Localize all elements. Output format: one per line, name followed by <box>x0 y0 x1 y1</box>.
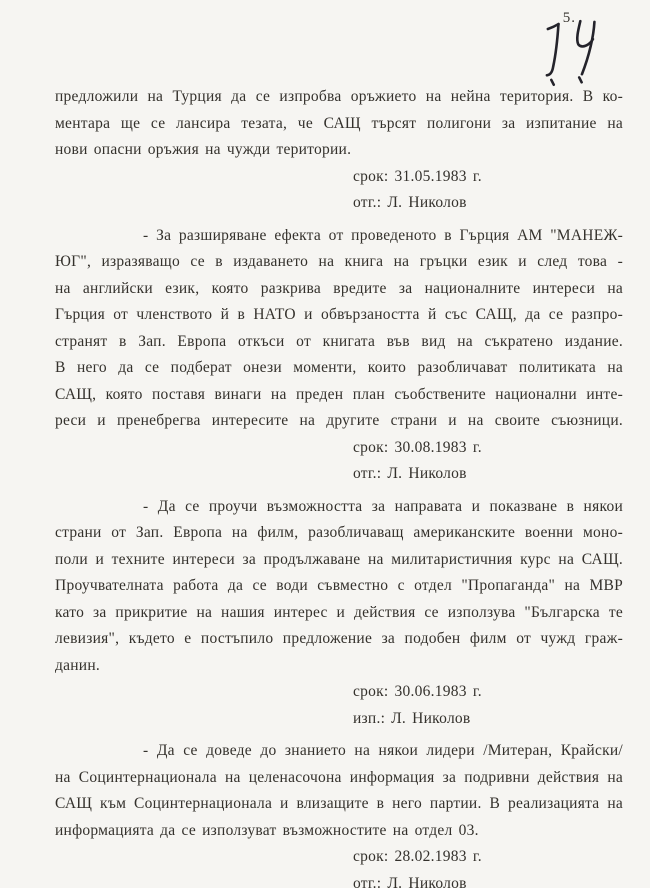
typed-page-number: 5. <box>562 10 576 26</box>
text-line: - Да се проучи възможността за направата и показване в някои <box>143 497 623 515</box>
responsible-value: Л. Николов <box>387 465 467 482</box>
handwritten-ink-strokes <box>531 11 613 89</box>
text-line: предложили на Турция да се изпробва оръжието на нейна територия. В ко- <box>55 88 623 105</box>
text-line: - За разширяване ефекта от проведеното в Гърция АМ "МАНЕЖ- <box>143 226 623 244</box>
text-line: ментара ще се лансира тезата, че САЩ търсят полигони за изпитание на <box>55 114 623 132</box>
text-line: - Да се доведе до знанието на някои лидери /Митеран, Крайски/ <box>143 742 623 759</box>
text-line: поли и техните интереси за продължаване на милитаристичния курс на САЩ. <box>55 550 623 568</box>
task-section <box>55 84 623 217</box>
deadline-label: срок: <box>353 167 389 185</box>
text-line: на Социнтернационала на целенасочона информация за подривни действия на <box>55 768 623 786</box>
paragraph <box>55 84 623 164</box>
text-line: В него да се подберат онези моменти, които разобличават политиката на <box>55 359 623 376</box>
responsible-line <box>55 461 623 488</box>
deadline-value: 30.08.1983 г. <box>394 438 482 456</box>
deadline-value: 31.05.1983 г. <box>394 167 482 185</box>
deadline-line <box>55 679 623 706</box>
responsible-label: изп.: <box>353 709 386 727</box>
document-body <box>55 84 623 888</box>
text-line: като за прикритие на нашия интерес и действия се използува "Българска те <box>55 603 623 621</box>
text-line: информацията да се използуват възможностите на отдел 03. <box>55 821 479 839</box>
text-line: ЮГ", изразяващо се в издаването на книга на гръцки език и след това - <box>55 253 623 270</box>
paragraph <box>55 223 623 435</box>
task-section <box>55 223 623 488</box>
paragraph <box>55 738 623 844</box>
paragraph <box>55 494 623 680</box>
responsible-label: отг.: <box>353 874 382 888</box>
responsible-value: Л. Николов <box>387 874 467 888</box>
deadline-line <box>55 435 623 462</box>
text-line: левизия", където е постъпило предложение за подобен филм от чужд граж- <box>55 630 623 647</box>
text-line: на английски език, която разкрива вредите за националните интереси на <box>55 279 623 297</box>
deadline-value: 28.02.1983 г. <box>394 848 482 865</box>
text-line: Гърция от членството й в НАТО и обвързаността й със САЩ, да се разпро- <box>55 306 623 323</box>
text-line: САЩ към Социнтернационала и влизащите в него партии. В реализацията на <box>55 795 623 812</box>
deadline-line <box>55 844 623 871</box>
task-section <box>55 738 623 888</box>
text-line: САЩ, която поставя винаги на преден план съобствените национални инте- <box>55 385 623 403</box>
responsible-value: Л. Николов <box>391 709 471 727</box>
deadline-value: 30.06.1983 г. <box>394 683 482 700</box>
responsible-line <box>55 190 623 217</box>
deadline-label: срок: <box>353 438 389 456</box>
deadline-line <box>55 164 623 191</box>
text-line: странят в Зап. Европа откъси от книгата във вид на съкратено издание. <box>55 332 623 350</box>
text-line: Проучвателната работа да се води съвместно с отдел "Пропаганда" на МВР <box>55 577 623 594</box>
text-line: страни от Зап. Европа на филм, разобличаващ американските военни моно- <box>55 524 623 541</box>
responsible-line <box>55 871 623 888</box>
handwritten-page-number <box>531 11 613 94</box>
deadline-label: срок: <box>353 683 389 700</box>
responsible-label: отг.: <box>353 194 382 211</box>
responsible-label: отг.: <box>353 465 382 482</box>
responsible-line <box>55 706 623 733</box>
task-section <box>55 494 623 733</box>
deadline-label: срок: <box>353 848 389 865</box>
text-line: данин. <box>55 656 101 674</box>
text-line: реси и пренебрегва интересите на другите страни и на своите съюзници. <box>55 412 623 429</box>
text-line: нови опасни оръжия на чужди територии. <box>55 141 352 158</box>
responsible-value: Л. Николов <box>387 194 467 211</box>
